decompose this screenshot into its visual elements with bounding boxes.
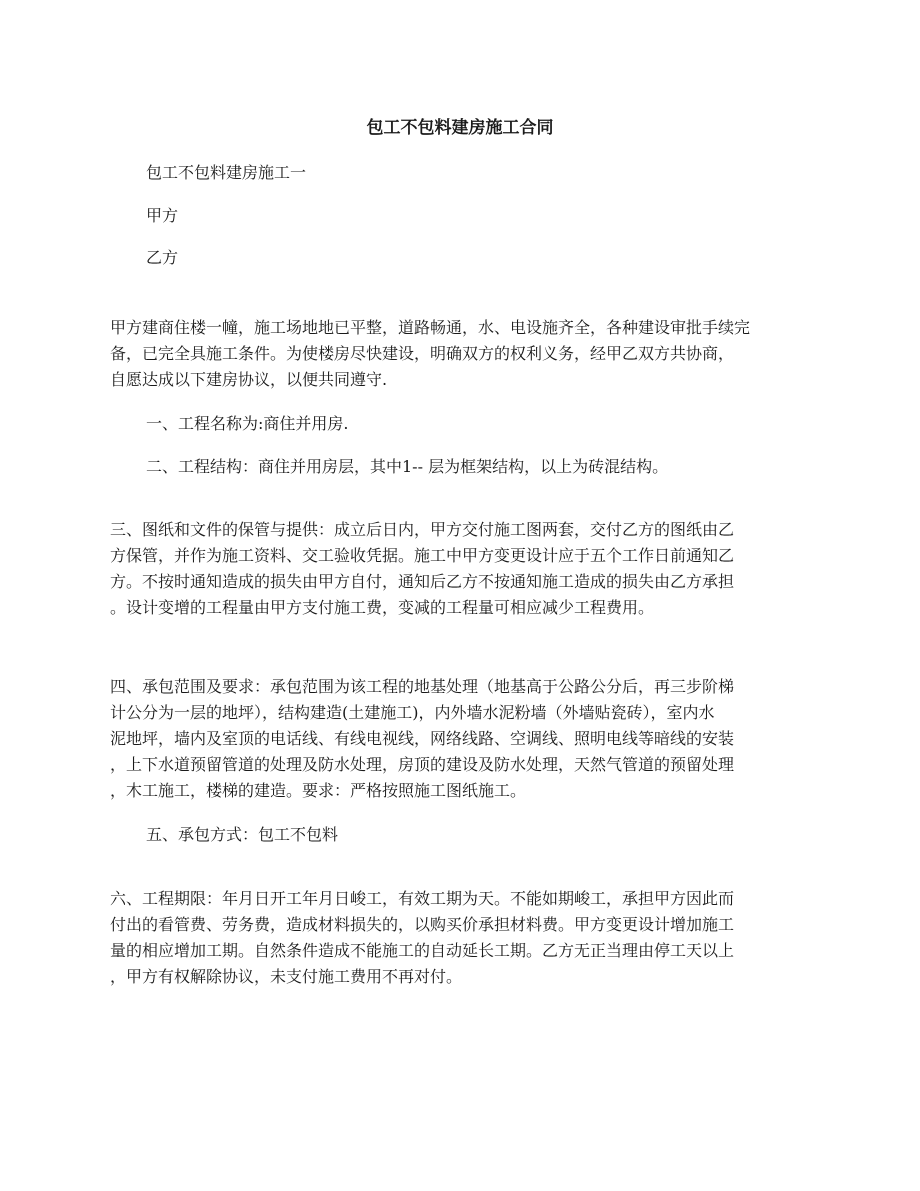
intro-line: 备，已完全具施工条件。为使楼房尽快建设，明确双方的权利义务，经甲乙双方共协商， — [110, 344, 735, 363]
clause-4 — [110, 674, 814, 804]
clause-6-line: ，甲方有权解除协议，未支付施工费用不再对付。 — [110, 967, 463, 986]
clause-5: 五、承包方式：包工不包料 — [146, 825, 339, 844]
intro-line: 自愿达成以下建房协议，以便共同遵守. — [110, 370, 388, 389]
clause-4-line: ，上下水道预留管道的处理及防水处理，房顶的建设及防水处理，天然气管道的预留处理 — [110, 755, 735, 774]
clause-6 — [110, 886, 814, 990]
clause-6-line: 六、工程期限：年月日开工年月日峻工，有效工期为天。不能如期峻工，承担甲方因此而 — [110, 889, 735, 908]
clause-2: 二、工程结构：商住并用房层，其中1-- 层为框架结构，以上为砖混结构。 — [146, 457, 669, 476]
clause-3-line: 。设计变增的工程量由甲方支付施工费，变减的工程量可相应减少工程费用。 — [110, 598, 655, 617]
clause-3-line: 方保管，并作为施工资料、交工验收凭据。施工中甲方变更设计应于五个工作日前通知乙 — [110, 546, 735, 565]
clause-6-line: 付出的看管费、劳务费，造成材料损失的，以购买价承担材料费。甲方变更设计增加施工 — [110, 915, 735, 934]
clause-4-line: 计公分为一层的地坪），结构建造(土建施工)，内外墙水泥粉墙（外墙贴瓷砖），室内水 — [110, 703, 715, 722]
clause-6-line: 量的相应增加工期。自然条件造成不能施工的自动延长工期。乙方无正当理由停工天以上 — [110, 941, 735, 960]
clause-4-line: 泥地坪，墙内及室顶的电话线、有线电视线，网络线路、空调线、照明电线等暗线的安装 — [110, 729, 735, 748]
clause-1: 一、工程名称为:商住并用房. — [146, 414, 349, 433]
header-line-party-b: 乙方 — [146, 248, 179, 267]
clause-3-line: 三、图纸和文件的保管与提供：成立后日内，甲方交付施工图两套，交付乙方的图纸由乙 — [110, 520, 735, 539]
intro-line: 甲方建商住楼一幢，施工场地地已平整，道路畅通，水、电设施齐全，各种建设审批手续完 — [110, 318, 751, 337]
clause-4-line: ，木工施工，楼梯的建造。要求：严格按照施工图纸施工。 — [110, 781, 527, 800]
intro-paragraph — [110, 315, 814, 393]
header-line-contract-name: 包工不包料建房施工一 — [146, 163, 307, 182]
clause-3-line: 方。不按时通知造成的损失由甲方自付，通知后乙方不按通知施工造成的损失由乙方承担 — [110, 572, 735, 591]
header-line-party-a: 甲方 — [146, 206, 179, 225]
document-title: 包工不包料建房施工合同 — [366, 118, 554, 138]
clause-4-line: 四、承包范围及要求：承包范围为该工程的地基处理（地基高于公路公分后，再三步阶梯 — [110, 677, 735, 696]
clause-3 — [110, 517, 814, 621]
